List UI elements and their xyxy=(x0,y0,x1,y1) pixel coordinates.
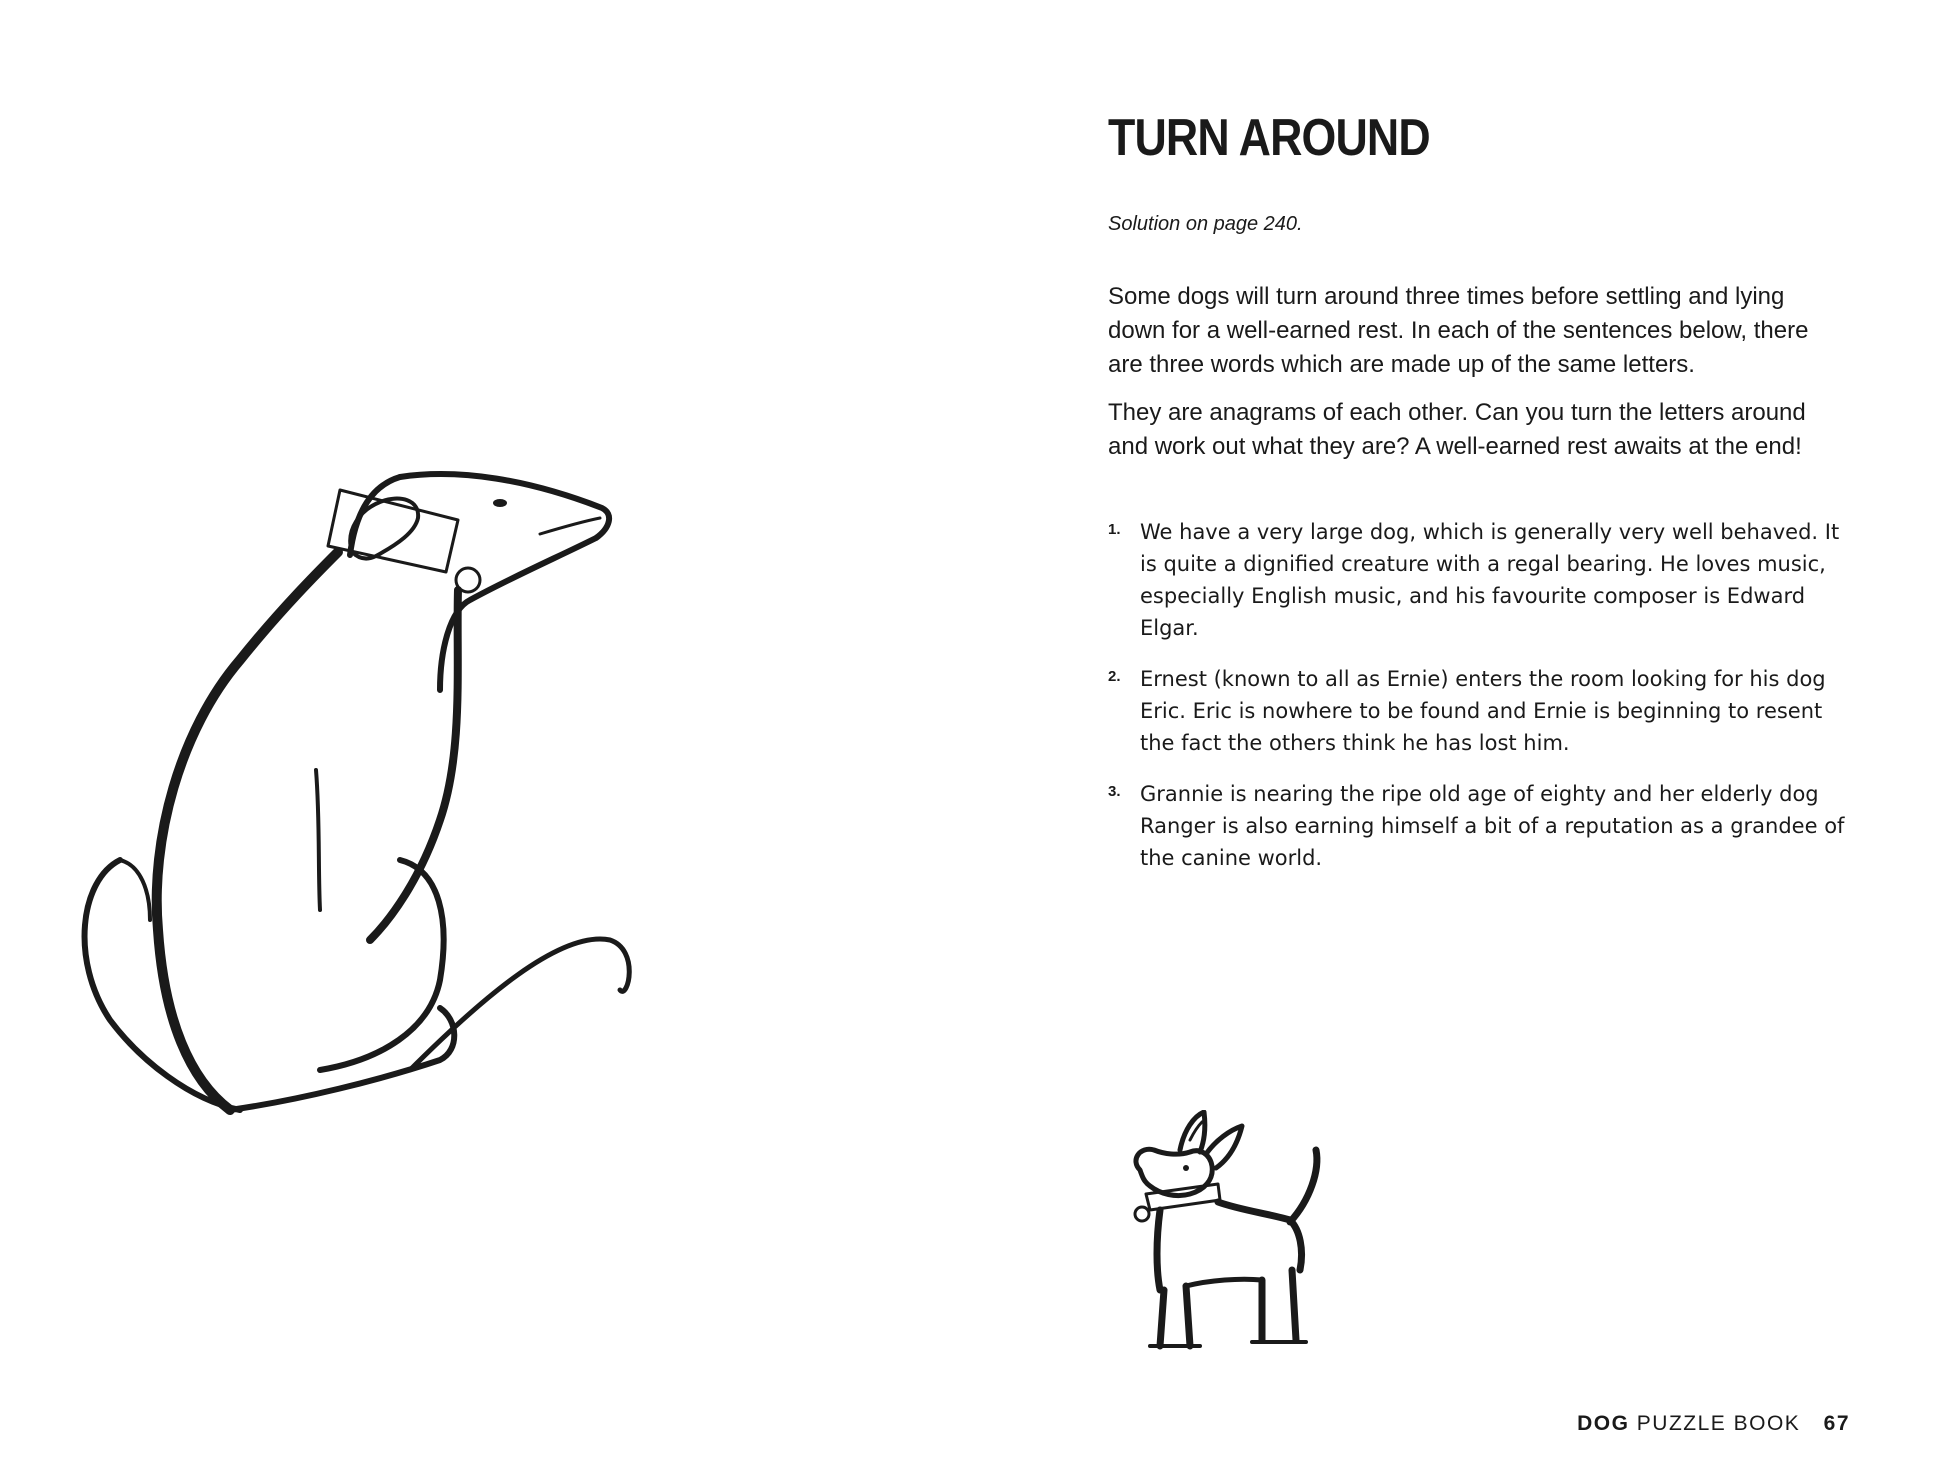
puzzle-text: Ernest (known to all as Ernie) enters the room looking for his dog Eric. Eric is nowhere to be found and Ernie is beginning to resent the fact the others think he has lost him. xyxy=(1140,667,1826,755)
small-dog-illustration xyxy=(1120,1110,1360,1370)
puzzle-text: Grannie is nearing the ripe old age of eighty and her elderly dog Ranger is also earning himself a bit of a reputation as a grandee of the canine world. xyxy=(1140,782,1845,870)
footer-brand: DOG xyxy=(1577,1412,1630,1435)
greyhound-illustration xyxy=(80,460,800,1400)
right-page xyxy=(1108,108,1868,893)
intro-paragraph-2: They are anagrams of each other. Can you turn the letters around and work out what they are? A well-earned rest awaits at the end! xyxy=(1108,399,1806,460)
puzzle-list xyxy=(1108,516,1848,874)
puzzle-number: 3. xyxy=(1108,783,1121,800)
puzzle-item-1 xyxy=(1108,516,1848,644)
small-dog-drawing xyxy=(1120,1110,1360,1370)
puzzle-number: 2. xyxy=(1108,668,1121,685)
puzzle-item-2 xyxy=(1108,663,1848,759)
puzzle-number: 1. xyxy=(1108,521,1121,538)
page-title: TURN AROUND xyxy=(1108,109,1430,167)
page-number: 67 xyxy=(1823,1412,1850,1435)
solution-note: Solution on page 240. xyxy=(1108,213,1303,235)
footer-book-title: PUZZLE BOOK xyxy=(1636,1412,1801,1435)
page-footer xyxy=(1577,1412,1850,1436)
intro-paragraph-1: Some dogs will turn around three times before settling and lying down for a well-earned rest. In each of the sentences below, there are three words which are made up of the same letters. xyxy=(1108,283,1809,378)
puzzle-text: We have a very large dog, which is generally very well behaved. It is quite a dignified creature with a regal bearing. He loves music, especially English music, and his favourite composer is Edward Elgar. xyxy=(1140,520,1840,640)
greyhound-drawing xyxy=(80,460,800,1400)
puzzle-item-3 xyxy=(1108,778,1848,874)
intro-text xyxy=(1108,280,1868,464)
